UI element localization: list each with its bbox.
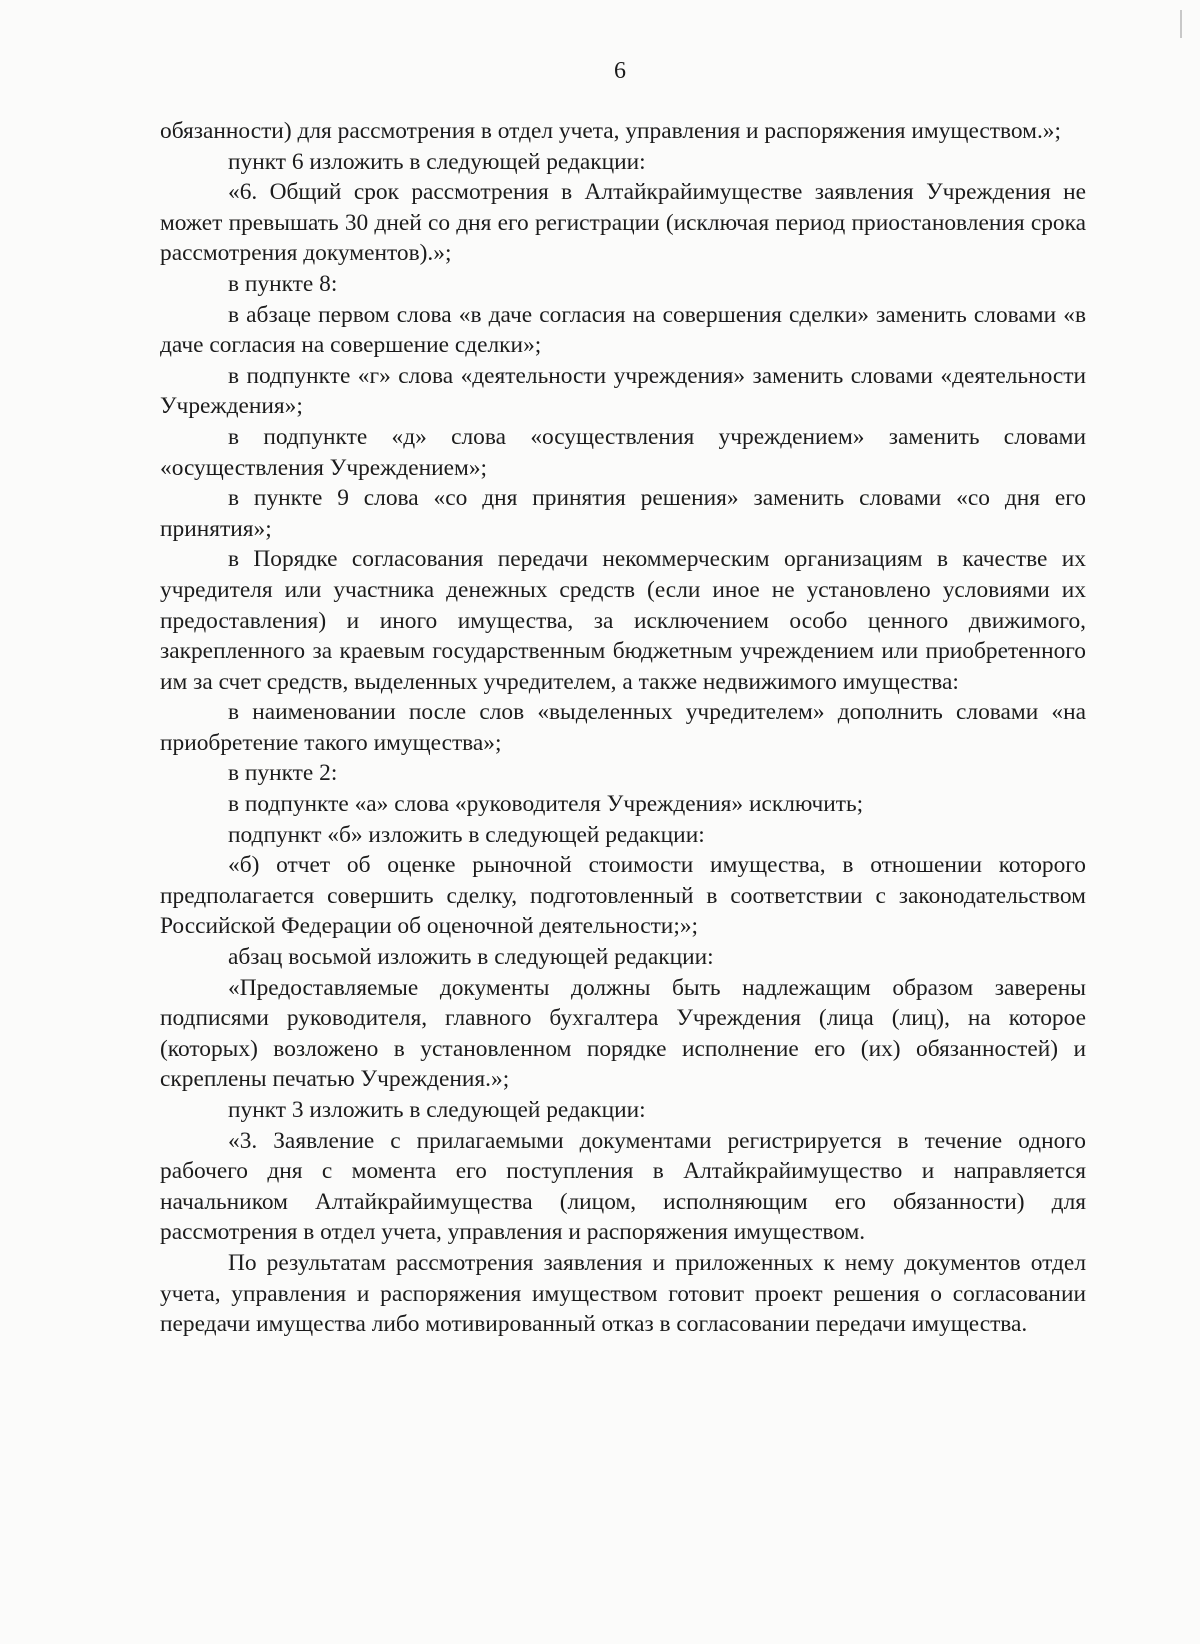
paragraph: в пункте 2: bbox=[228, 760, 338, 787]
paragraph: подпункт «б» изложить в следующей редакции: bbox=[228, 821, 705, 848]
paragraph: в пункте 9 слова «со дня принятия решения» заменить словами «со дня его принятия»; bbox=[160, 485, 1086, 542]
paragraph: в абзаце первом слова «в даче согласия на совершения сделки» заменить словами «в даче согласия на совершение сделки»; bbox=[160, 301, 1086, 359]
scan-edge-mark bbox=[1180, 10, 1182, 38]
paragraph: в пункте 8: bbox=[228, 270, 338, 297]
paragraph: в подпункте «г» слова «деятельности учреждения» заменить словами «деятельности Учреждения»; bbox=[160, 362, 1086, 420]
paragraph: «6. Общий срок рассмотрения в Алтайкрайимуществе заявления Учреждения не может превышать 30 дней со дня его регистрации (исключая период приостановления срока рассмотрения документов).»; bbox=[160, 179, 1086, 267]
paragraph: в наименовании после слов «выделенных учредителем» дополнить словами «на приобретение такого имущества»; bbox=[160, 699, 1086, 756]
paragraph: «Предоставляемые документы должны быть надлежащим образом заверены подписями руководителя, главного бухгалтера Учреждения (лица (лиц), на которое (которых) возложено в установленном порядке исполнение его (их) обязанностей) и скреплены печатью Учреждения.»; bbox=[160, 974, 1086, 1093]
paragraph: пункт 3 изложить в следующей редакции: bbox=[228, 1097, 646, 1123]
paragraph: в подпункте «а» слова «руководителя Учреждения» исключить; bbox=[228, 791, 864, 818]
paragraph: в Порядке согласования передачи некоммерческим организациям в качестве их учредителя или участника денежных средств (если иное не установлено условиями их предоставления) и иного имущества, за исключением особо ценного движимого, закрепленного за краевым государственным бюджетным учреждением или приобретенного им за счет средств, выделенных учредителем, а также недвижимого имущества: bbox=[160, 546, 1086, 695]
paragraph: в подпункте «д» слова «осуществления учреждением» заменить словами «осуществления Учреждением»; bbox=[160, 423, 1086, 481]
paragraph: обязанности) для рассмотрения в отдел учета, управления и распоряжения имуществом.»; bbox=[160, 118, 1061, 144]
paragraph: абзац восьмой изложить в следующей редакции: bbox=[228, 944, 714, 971]
paragraph: «3. Заявление с прилагаемыми документами регистрируется в течение одного рабочего дня с момента его поступления в Алтайкрайимущество и направляется начальником Алтайкрайимущества (лицом, исполняющим его обязанности) для рассмотрения в отдел учета, управления и распоряжения имуществом. bbox=[160, 1127, 1086, 1246]
paragraph: По результатам рассмотрения заявления и приложенных к нему документов отдел учета, управления и распоряжения имуществом готовит проект решения о согласовании передачи имущества либо мотивированный отказ в согласовании передачи имущества. bbox=[160, 1249, 1086, 1338]
paragraph: «б) отчет об оценке рыночной стоимости имущества, в отношении которого предполагается совершить сделку, подготовленный в соответствии с законодательством Российской Федерации об оценочной деятельности;»; bbox=[160, 852, 1086, 940]
document-body bbox=[160, 116, 1086, 1340]
paragraph: пункт 6 изложить в следующей редакции: bbox=[228, 148, 646, 175]
page-number: 6 bbox=[614, 58, 626, 84]
